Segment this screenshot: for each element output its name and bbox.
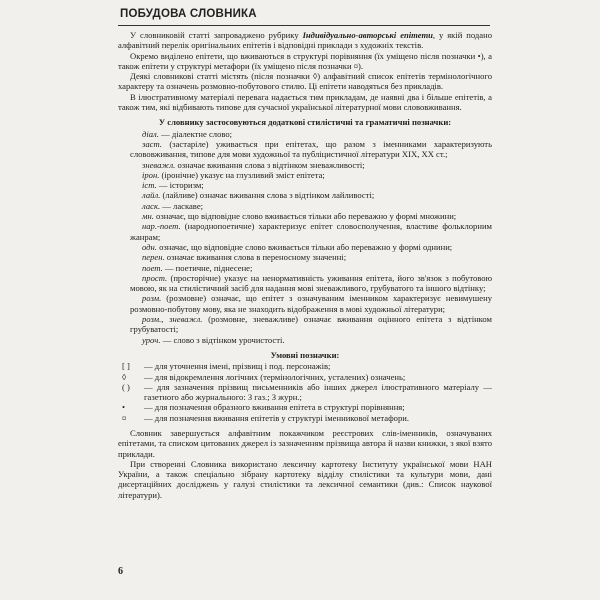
abbrev-item: розм. (розмовне) означає, що епітет з означуваним іменником характеризує невимушену розмовно-побутову мову, яка не знаходить відображення в мові художньої літератури; — [130, 293, 492, 314]
sign-item: [ ] — для уточнення імені, прізвищ і под. персонажів; — [118, 361, 492, 371]
signs-heading: Умовні позначки: — [270, 349, 340, 360]
sign-symbol: ¤ — [122, 412, 127, 423]
abbrev-item: одн. означає, що відповідне слово вживається тільки або переважно у формі однини; — [142, 241, 453, 252]
closing-paragraph: При створенні Словника використано лексичну картотеку Інституту української мови НАН України, а також спеціально зібрану картотеку відділу стилістики та культури мови, дані дисертаційних досліджень у галузі стилістики та лексичної семантики (див.: Список наукової літератури). — [118, 458, 492, 500]
sign-symbol: ( ) — [122, 381, 130, 392]
closing-paragraph: Словник завершується алфавітним покажчиком реєстрових слів-іменників, означуваних епітетами, та списком цитованих джерел із зазначенням прізвища автора й назви книжки, з якої взято приклади. — [118, 427, 492, 459]
abbrev-item: нар.-поет. (народнопоетичне) характеризує епітет словосполучення, властиве фольклорним жанрам; — [130, 221, 492, 242]
abbrev-item: лайл. (лайливе) означає вживання слова з відтінком лайливості; — [142, 190, 375, 201]
abbrev-item: прост. (просторічне) указує на ненормативність уживання епітета, його зв'язок з побутовою мовою, як на стилістичний засіб для надання мові зневажливого, грубуватого та іншого відтінку; — [130, 272, 492, 294]
abbrev-item: ірон. (іронічне) указує на глузливий зміст епітета; — [142, 169, 325, 180]
intro-paragraph: У словниковій статті запроваджено рубрику Індивідуально-авторські епітети, у якій подано алфавітний перелік оригінальних епітетів і відповідні приклади з художніх текстів. — [118, 30, 492, 51]
abbrev-item: зневажл. означає вживання слова з відтінком зневажливості; — [142, 159, 365, 170]
intro-paragraph: В ілюстративному матеріалі перевага надається тим прикладам, де наявні два і більше епітетів, а також тим, які відбивають типове для сучасної української літературної мови слововживання. — [118, 91, 492, 113]
sign-symbol: • — [122, 402, 126, 413]
sign-symbol: ◊ — [122, 371, 127, 382]
sign-item: • — для позначення образного вживання епітета в структурі порівняння; — [118, 402, 492, 412]
sign-item: ◊ — для відокремлення логічних (термінологічних, усталених) означень; — [118, 372, 492, 382]
abbrev-item: мн. означає, що відповідне слово вживається тільки або переважно у формі множини; — [142, 211, 457, 222]
sign-item: ( ) — для зазначення прізвищ письменників або інших джерел ілюстративного матеріалу — газетного або журнального: З газ.; З журн.; — [118, 382, 492, 403]
abbrev-item: урoч. — слово з відтінком урочистості. — [142, 334, 285, 345]
abbrev-item: перен. означає вживання слова в переносному значенні; — [142, 252, 347, 263]
intro-paragraph: Деякі словникові статті містять (після позначки ◊) алфавітний список епітетів термінологічного характеру та означень розмовно-побутового стилю. Ці епітети наводяться без прикладів. — [118, 71, 492, 92]
sign-item: ¤ — для позначення вживання епітетів у структурі іменникової метафори. — [118, 413, 492, 423]
abbrev-item: діал. — діалектне слово; — [142, 128, 233, 139]
abbrev-item: розм., зневажл. (розмовне, зневажливе) означає вживання оцінного епітета з відтінком грубуватості; — [130, 314, 492, 335]
page-body — [118, 30, 492, 500]
page-number: 6 — [118, 566, 123, 577]
abbrev-item: ласк. — ласкаве; — [142, 200, 204, 211]
header-rule — [118, 25, 490, 26]
page-header: ПОБУДОВА СЛОВНИКА — [120, 8, 257, 20]
abbrev-item: поет. — поетичне, піднесене; — [142, 262, 253, 273]
abbrev-item: заст. (застаріле) уживається при епітетах, що разом з іменниками характеризують слововживання, типове для мови художньої та публіцистичної літератури XIX, XX ст.; — [130, 138, 492, 160]
abbreviations-heading: У словнику застосовуються додаткові стилістичні та граматичні позначки: — [158, 117, 452, 128]
sign-symbol: [ ] — [122, 361, 130, 372]
abbrev-item: іст. — історизм; — [142, 180, 204, 191]
intro-paragraph: Окремо виділено епітети, що вживаються в структурі порівняння (їх умiщено після позначки •), а також епітети у структурі метафори (їх умiщено після позначки ¤). — [118, 50, 492, 71]
